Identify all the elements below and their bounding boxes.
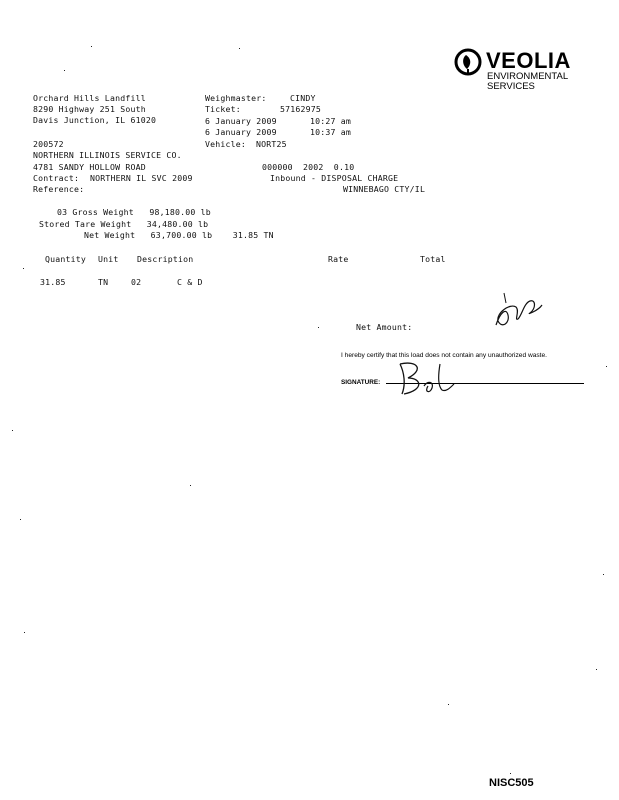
initials-signature bbox=[488, 285, 550, 335]
document-code: NISC505 bbox=[489, 777, 534, 789]
certification-text: I hereby certify that this load does not contain any unauthorized waste. bbox=[341, 352, 547, 359]
scan-speck bbox=[64, 70, 65, 71]
vehicle-label: Vehicle: bbox=[205, 139, 247, 149]
scan-speck bbox=[603, 574, 604, 575]
ticket-number: 57162975 bbox=[280, 104, 322, 114]
scan-speck bbox=[510, 773, 511, 774]
net-amount-label: Net Amount: bbox=[356, 322, 413, 332]
time-in: 10:27 am bbox=[310, 116, 352, 126]
site-city: Davis Junction, IL 61020 bbox=[33, 115, 157, 125]
scan-speck bbox=[448, 704, 449, 705]
scan-speck bbox=[596, 669, 597, 670]
weighmaster-label: Weighmaster: bbox=[205, 93, 267, 103]
site-address: 8290 Highway 251 South bbox=[33, 104, 146, 114]
signature-label: SIGNATURE: bbox=[341, 379, 381, 386]
site-name: Orchard Hills Landfill bbox=[33, 93, 146, 103]
inbound-charge: Inbound - DISPOSAL CHARGE bbox=[270, 173, 399, 183]
scan-speck bbox=[23, 268, 24, 269]
logo-subtitle bbox=[487, 72, 568, 92]
col-rate: Rate bbox=[328, 254, 349, 264]
reference-label: Reference: bbox=[33, 184, 85, 194]
row-unit: TN bbox=[98, 277, 109, 287]
col-quantity: Quantity bbox=[45, 254, 87, 264]
row-code: 02 bbox=[131, 277, 142, 287]
date-out: 6 January 2009 bbox=[205, 127, 277, 137]
origin-county: WINNEBAGO CTY/IL bbox=[343, 184, 426, 194]
row-description: C & D bbox=[177, 277, 203, 287]
scan-speck bbox=[239, 48, 240, 49]
customer-address: 4781 SANDY HOLLOW ROAD bbox=[33, 162, 146, 172]
row-quantity: 31.85 bbox=[40, 277, 66, 287]
scan-speck bbox=[318, 327, 319, 328]
customer-name: NORTHERN ILLINOIS SERVICE CO. bbox=[33, 150, 182, 160]
logo-wordmark: VEOLIA bbox=[486, 48, 571, 73]
scan-speck bbox=[24, 632, 25, 633]
weighmaster-value: CINDY bbox=[290, 93, 316, 103]
net-weight: Net Weight 63,700.00 lb 31.85 TN bbox=[84, 230, 274, 240]
scan-speck bbox=[12, 430, 13, 431]
scan-speck bbox=[190, 485, 191, 486]
scan-speck bbox=[20, 519, 21, 520]
logo-subtitle-line2: SERVICES bbox=[487, 81, 535, 92]
scan-speck bbox=[606, 366, 607, 367]
handwritten-signature bbox=[394, 358, 464, 400]
veolia-logo-mark bbox=[453, 47, 483, 81]
date-in: 6 January 2009 bbox=[205, 116, 277, 126]
col-total: Total bbox=[420, 254, 446, 264]
col-unit: Unit bbox=[98, 254, 119, 264]
customer-codes: 000000 2002 0.10 bbox=[262, 162, 355, 172]
logo-subtitle-line1: ENVIRONMENTAL bbox=[487, 71, 569, 82]
contract-value: NORTHERN IL SVC 2009 bbox=[90, 173, 193, 183]
contract-label: Contract: bbox=[33, 173, 80, 183]
customer-account: 200572 bbox=[33, 139, 64, 149]
ticket-label: Ticket: bbox=[205, 104, 241, 114]
scan-speck bbox=[91, 46, 92, 47]
time-out: 10:37 am bbox=[310, 127, 352, 137]
col-description: Description bbox=[137, 254, 194, 264]
gross-weight: 03 Gross Weight 98,180.00 lb bbox=[57, 207, 211, 217]
vehicle-value: NORT25 bbox=[256, 139, 287, 149]
tare-weight: Stored Tare Weight 34,480.00 lb bbox=[39, 219, 209, 229]
